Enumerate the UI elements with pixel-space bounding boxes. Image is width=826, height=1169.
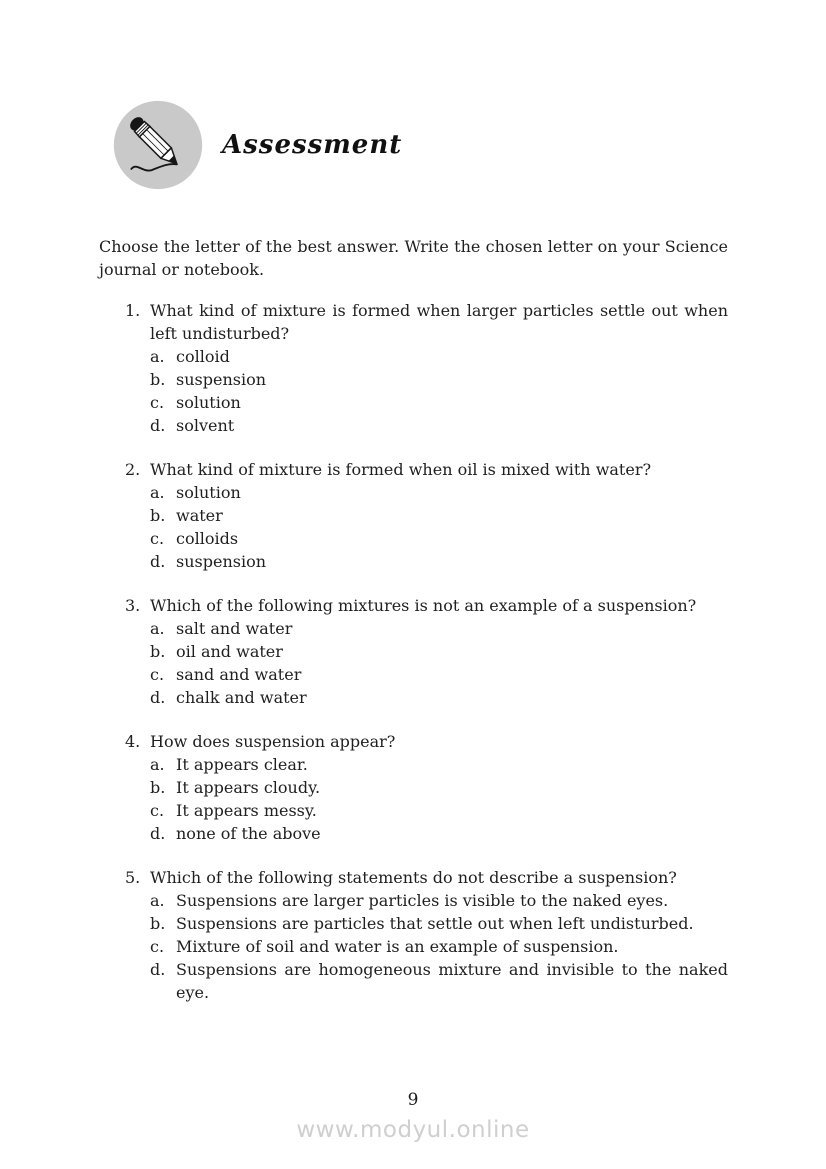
page-number: 9: [407, 1090, 419, 1110]
option-item: [150, 753, 728, 776]
option-letter: a.: [150, 619, 165, 638]
option-letter: d.: [150, 416, 166, 435]
option-item: [150, 481, 728, 504]
options-list: [99, 481, 728, 573]
option-item: [150, 617, 728, 640]
option-item: [150, 935, 728, 958]
option-letter: c.: [150, 665, 165, 684]
question-number: 1.: [125, 301, 141, 320]
pencil-icon: [112, 99, 204, 191]
option-letter: b.: [150, 642, 166, 661]
page-title: Assessment: [222, 129, 403, 160]
page-footer: [0, 1089, 826, 1143]
options-list: [99, 345, 728, 437]
question-number: 3.: [125, 596, 141, 615]
option-letter: a.: [150, 755, 165, 774]
option-letter: c.: [150, 801, 165, 820]
option-text: solvent: [176, 416, 235, 435]
options-list: [99, 753, 728, 845]
option-item: [150, 345, 728, 368]
question-item-4: [99, 730, 728, 845]
option-item: [150, 640, 728, 663]
option-letter: d.: [150, 552, 166, 571]
option-letter: d.: [150, 824, 166, 843]
question-text: How does suspension appear?: [150, 732, 396, 751]
option-item: [150, 958, 728, 1004]
option-text: Suspensions are particles that settle out when left undisturbed.: [176, 914, 694, 933]
option-item: [150, 889, 728, 912]
option-letter: a.: [150, 891, 165, 910]
question-item-2: [99, 458, 728, 573]
option-letter: b.: [150, 370, 166, 389]
watermark: www.modyul.online: [296, 1117, 530, 1143]
option-letter: b.: [150, 914, 166, 933]
option-text: water: [176, 506, 223, 525]
option-letter: c.: [150, 529, 165, 548]
option-letter: c.: [150, 937, 165, 956]
option-letter: d.: [150, 688, 166, 707]
option-text: oil and water: [176, 642, 283, 661]
option-text: Suspensions are homogeneous mixture and invisible to the naked eye.: [176, 960, 728, 1002]
option-item: [150, 776, 728, 799]
option-item: [150, 550, 728, 573]
instructions-text: Choose the letter of the best answer. Write the chosen letter on your Science journal or notebook.: [99, 237, 728, 279]
option-text: chalk and water: [176, 688, 307, 707]
option-item: [150, 912, 728, 935]
option-text: colloids: [176, 529, 239, 548]
option-text: suspension: [176, 552, 267, 571]
option-text: It appears messy.: [176, 801, 317, 820]
option-text: colloid: [176, 347, 230, 366]
option-item: [150, 391, 728, 414]
options-list: [99, 617, 728, 709]
question-number: 2.: [125, 460, 141, 479]
option-text: solution: [176, 393, 241, 412]
option-letter: d.: [150, 960, 166, 979]
assessment-header: [112, 99, 402, 191]
assessment-icon: [112, 99, 204, 191]
option-item: [150, 504, 728, 527]
option-text: salt and water: [176, 619, 293, 638]
option-text: none of the above: [176, 824, 321, 843]
option-letter: b.: [150, 778, 166, 797]
question-item-3: [99, 594, 728, 709]
question-item-1: [99, 299, 728, 437]
content-area: [99, 235, 728, 1004]
question-text: Which of the following statements do not describe a suspension?: [150, 868, 677, 887]
option-item: [150, 368, 728, 391]
option-letter: b.: [150, 506, 166, 525]
option-text: It appears cloudy.: [176, 778, 321, 797]
option-text: Mixture of soil and water is an example of suspension.: [176, 937, 619, 956]
question-number: 5.: [125, 868, 141, 887]
option-letter: c.: [150, 393, 165, 412]
option-text: Suspensions are larger particles is visible to the naked eyes.: [176, 891, 669, 910]
options-list: [99, 889, 728, 1004]
option-letter: a.: [150, 347, 165, 366]
option-item: [150, 663, 728, 686]
question-text: What kind of mixture is formed when oil is mixed with water?: [150, 460, 652, 479]
option-item: [150, 799, 728, 822]
option-letter: a.: [150, 483, 165, 502]
option-item: [150, 686, 728, 709]
questions-list: [99, 299, 728, 1004]
option-text: sand and water: [176, 665, 302, 684]
option-text: It appears clear.: [176, 755, 308, 774]
option-text: solution: [176, 483, 241, 502]
option-item: [150, 414, 728, 437]
option-text: suspension: [176, 370, 267, 389]
option-item: [150, 527, 728, 550]
question-text: Which of the following mixtures is not an example of a suspension?: [150, 596, 697, 615]
option-item: [150, 822, 728, 845]
question-text: What kind of mixture is formed when larger particles settle out when left undisturbed?: [150, 301, 728, 343]
question-number: 4.: [125, 732, 141, 751]
question-item-5: [99, 866, 728, 1004]
